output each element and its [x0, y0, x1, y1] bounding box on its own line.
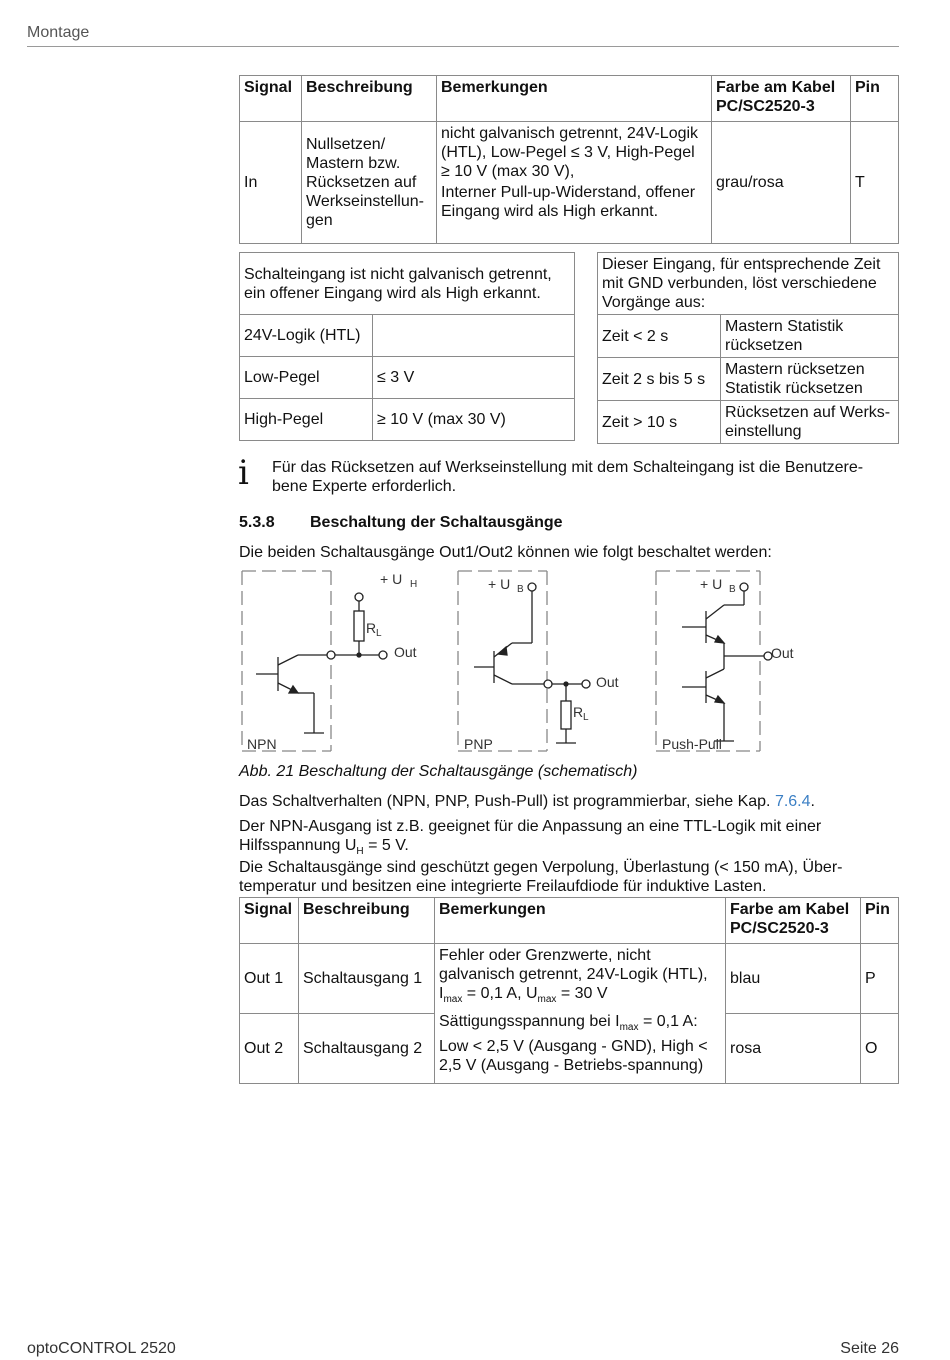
remark-text: nicht galvanisch getrennt, 24V-Logik (HTL), Low-Pegel ≤ 3 V, High-Pegel ≥ 10 V (max 30 V), [441, 125, 699, 180]
footer-product: optoCONTROL 2520 [27, 1340, 176, 1357]
paragraph-text: Der NPN-Ausgang ist z.B. geeignet für die Anpassung an eine TTL-Logik mit einer Hilfsspannung U [239, 818, 822, 854]
table-row [598, 253, 899, 315]
npn-label: NPN [247, 736, 277, 752]
remark-text [439, 1012, 721, 1075]
time-cell: Zeit > 10 s [598, 401, 721, 444]
subscript: max [443, 994, 463, 1005]
input-times-table [597, 252, 899, 444]
pnp-out-label: Out [596, 674, 619, 690]
level-value: ≤ 3 V [373, 357, 575, 399]
cable-color-cell: blau [726, 944, 861, 1014]
table-row [240, 944, 899, 1014]
table-row [240, 315, 575, 357]
col-remarks: Bemerkungen [435, 898, 726, 944]
note-text: Für das Rücksetzen auf Werkseinstellung mit dem Schalteingang ist die Benutzere-bene Experte erforderlich. [272, 459, 864, 495]
col-description: Beschreibung [302, 76, 437, 122]
pnp-supply-sub: B [517, 584, 524, 595]
table-header-row [240, 898, 899, 944]
section-title: Beschaltung der Schaltausgänge [310, 514, 563, 531]
pnp-resistor-sub: L [583, 712, 589, 723]
pin-cell: P [861, 944, 899, 1014]
col-remarks: Bemerkungen [437, 76, 712, 122]
pnp-resistor-label: R [573, 704, 584, 720]
col-cable-color: Farbe am Kabel PC/SC2520-3 [712, 76, 851, 122]
npn-supply-label: + U [380, 571, 403, 587]
level-label: 24V-Logik (HTL) [240, 315, 373, 357]
times-intro: Dieser Eingang, für entsprechende Zeit mit GND verbunden, löst verschiedene Vorgänge aus: [598, 253, 899, 315]
switching-output-schematic [236, 565, 794, 757]
cable-color-cell: rosa [726, 1014, 861, 1084]
col-pin: Pin [851, 76, 899, 122]
pushpull-supply-sub: B [729, 584, 736, 595]
paragraph-text: Das Schaltverhalten (NPN, PNP, Push-Pull) ist programmierbar, siehe Kap. [239, 793, 775, 810]
table-row [240, 357, 575, 399]
paragraph-text: = 5 V. [363, 837, 409, 854]
level-label: High-Pegel [240, 399, 373, 441]
table-row [240, 253, 575, 315]
col-cable-color: Farbe am Kabel PC/SC2520-3 [726, 898, 861, 944]
signal-cell: In [240, 122, 302, 244]
remark-text: Interner Pull-up-Widerstand, offener Eingang wird als High erkannt. [441, 184, 696, 220]
table-row [598, 401, 899, 444]
paragraph-text: . [810, 793, 815, 810]
input-levels-table [239, 252, 575, 441]
table-row [598, 315, 899, 358]
info-icon: i [238, 453, 249, 493]
running-header: Montage [27, 24, 90, 41]
pin-cell: O [861, 1014, 899, 1084]
remark-fragment: = 30 V [556, 985, 608, 1002]
pnp-label: PNP [464, 736, 493, 752]
action-cell: Mastern Statistik rücksetzen [721, 315, 899, 358]
col-signal: Signal [240, 76, 302, 122]
description-cell: Schaltausgang 1 [299, 944, 435, 1014]
remark-fragment: Sättigungsspannung bei I [439, 1013, 620, 1030]
remark-fragment: Fehler oder Grenzwerte, nicht galvanisch getrennt, 24V-Logik (HTL), I [439, 947, 708, 1002]
input-signal-table [239, 75, 899, 244]
header-rule [27, 46, 899, 47]
remarks-cell [435, 944, 726, 1084]
npn-out-label: Out [394, 644, 417, 660]
col-description: Beschreibung [299, 898, 435, 944]
level-value: ≥ 10 V (max 30 V) [373, 399, 575, 441]
intro-paragraph: Die beiden Schaltausgänge Out1/Out2 können wie folgt beschaltet werden: [239, 544, 772, 561]
npn-resistor-sub: L [376, 628, 382, 639]
table-row [240, 122, 899, 244]
level-label: Low-Pegel [240, 357, 373, 399]
levels-intro: Schalteingang ist nicht galvanisch getrennt, ein offener Eingang wird als High erkannt. [240, 253, 575, 315]
time-cell: Zeit < 2 s [598, 315, 721, 358]
signal-cell: Out 2 [240, 1014, 299, 1084]
paragraph: Die Schaltausgänge sind geschützt gegen Verpolung, Überlastung (< 150 mA), Über-temperatur und besitzen eine integrierte Freilaufdiode für induktive Lasten. [239, 859, 843, 895]
cable-color-cell: grau/rosa [712, 122, 851, 244]
output-signal-table [239, 897, 899, 1084]
subscript: max [537, 994, 557, 1005]
signal-cell: Out 1 [240, 944, 299, 1014]
remarks-cell [437, 122, 712, 244]
section-number: 5.3.8 [239, 514, 275, 531]
time-cell: Zeit 2 s bis 5 s [598, 358, 721, 401]
pushpull-supply-label: + U [700, 576, 723, 592]
pushpull-label: Push-Pull [662, 736, 722, 752]
col-pin: Pin [861, 898, 899, 944]
table-row [598, 358, 899, 401]
remark-fragment: = 0,1 A, U [462, 985, 538, 1002]
paragraph [239, 817, 899, 861]
chapter-link[interactable]: 7.6.4 [774, 793, 811, 810]
figure-caption: Abb. 21 Beschaltung der Schaltausgänge (schematisch) [239, 763, 638, 780]
npn-supply-sub: H [410, 579, 418, 590]
subscript: H [356, 846, 364, 857]
action-cell: Rücksetzen auf Werks-einstellung [721, 401, 899, 444]
paragraph [239, 792, 899, 811]
npn-resistor-label: R [366, 620, 377, 636]
description-cell: Schaltausgang 2 [299, 1014, 435, 1084]
action-cell: Mastern rücksetzen Statistik rücksetzen [721, 358, 899, 401]
table-row [240, 399, 575, 441]
description-cell: Nullsetzen/ Mastern bzw. Rücksetzen auf Werkseinstellun-gen [302, 122, 437, 244]
pushpull-out-label: Out [771, 645, 794, 661]
remark-text [439, 944, 721, 1012]
pnp-supply-label: + U [488, 576, 511, 592]
footer-page-number: Seite 26 [840, 1340, 899, 1357]
level-value [373, 315, 575, 357]
col-signal: Signal [240, 898, 299, 944]
remark-fragment: = 0,1 A: Low < 2,5 V (Ausgang - GND), High < 2,5 V (Ausgang - Betriebs-spannung) [439, 1013, 708, 1074]
pin-cell: T [851, 122, 899, 244]
table-header-row [240, 76, 899, 122]
subscript: max [619, 1022, 639, 1033]
